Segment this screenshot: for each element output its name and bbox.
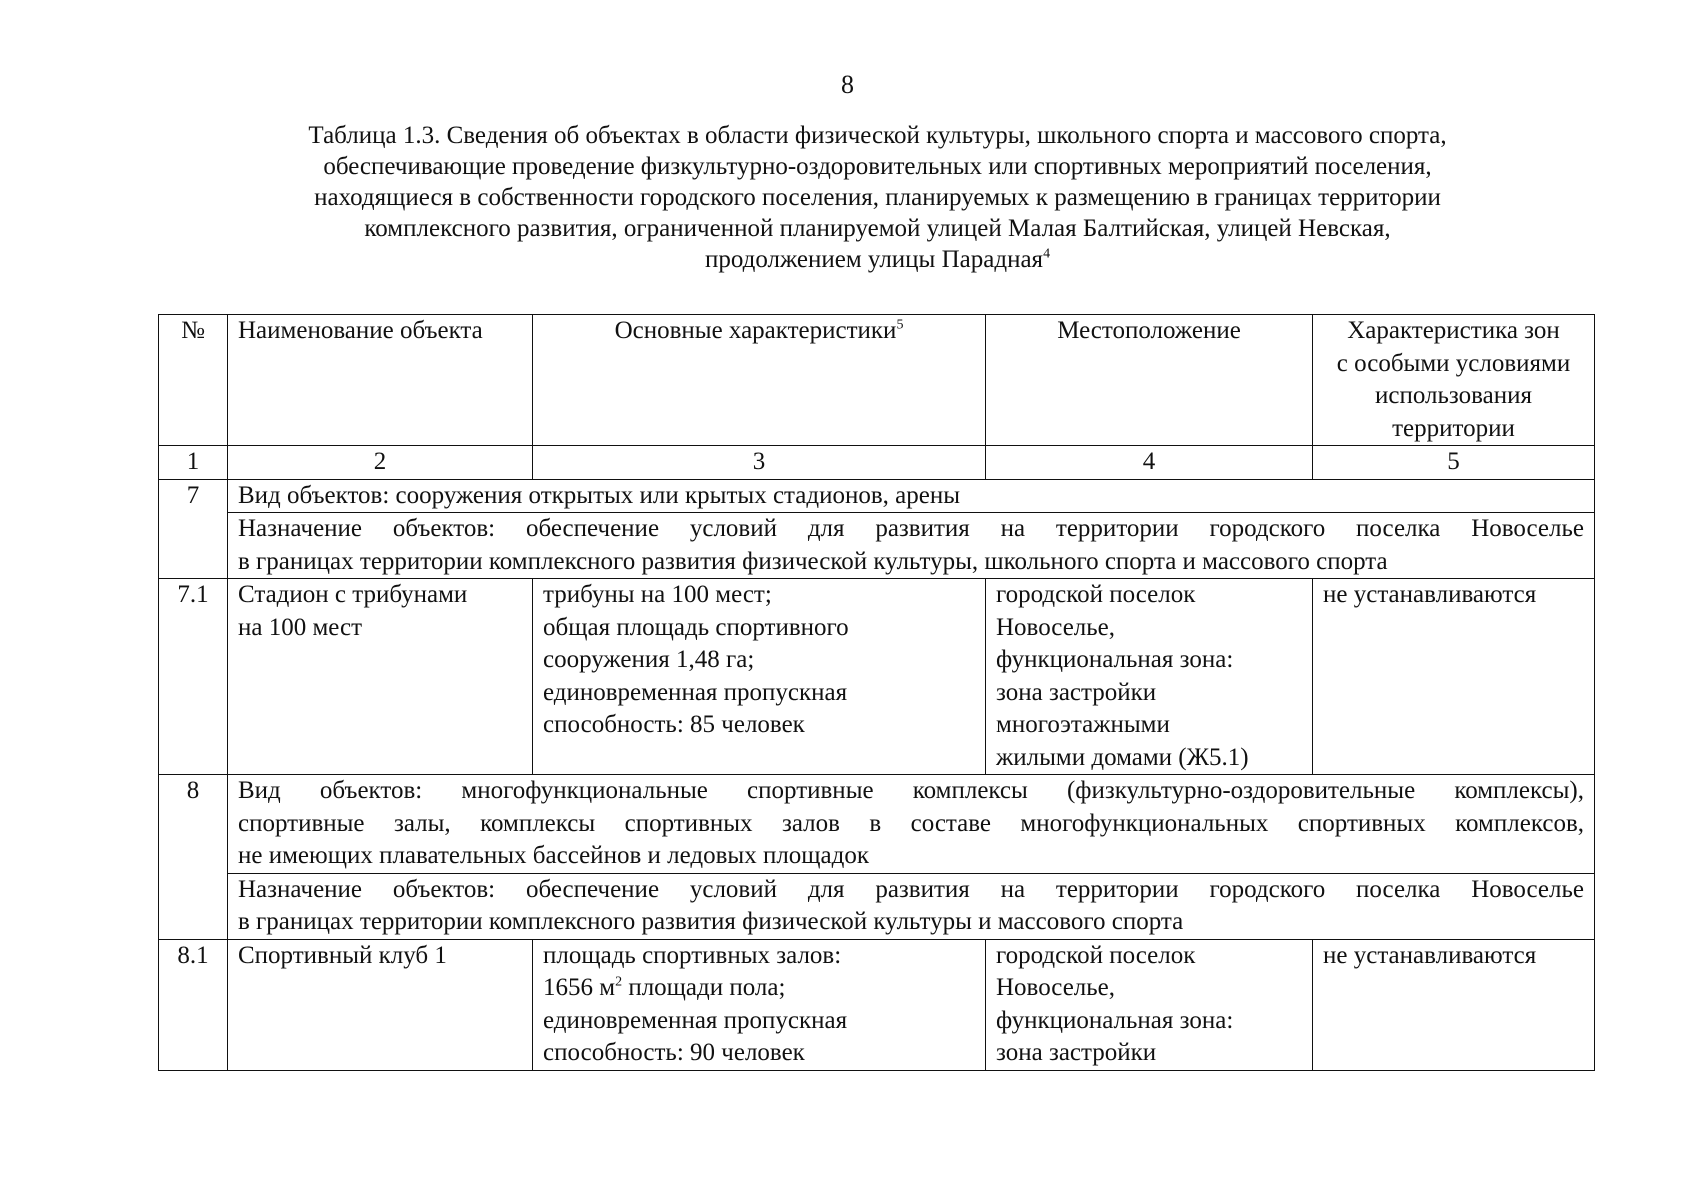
- section-7-num: 7: [159, 479, 228, 579]
- item-8-1-num: 8.1: [159, 939, 228, 1070]
- caption-line-3: находящиеся в собственности городского поселения, планируемых к размещению в границах территории: [314, 184, 1441, 211]
- table-row-8-1: [159, 939, 1595, 1070]
- item-8-1-loc-line-2: Новоселье,: [996, 974, 1116, 1001]
- column-number-5: 5: [1313, 446, 1595, 480]
- caption-line-4: комплексного развития, ограниченной планируемой улицей Малая Балтийская, улицей Невская,: [364, 215, 1391, 242]
- item-7-1-char-line-1: трибуны на 100 мест;: [543, 581, 772, 608]
- item-7-1-zones: не устанавливаются: [1313, 579, 1595, 775]
- section-8-purpose: [228, 873, 1595, 939]
- item-7-1-loc-line-1: городской поселок: [996, 581, 1196, 608]
- item-8-1-loc-line-4: зона застройки: [996, 1039, 1157, 1066]
- item-7-1-loc-line-6: жилыми домами (Ж5.1): [996, 743, 1249, 771]
- item-7-1-loc-line-2: Новоселье,: [996, 613, 1116, 641]
- column-number-3: 3: [533, 446, 986, 480]
- item-7-1-char-line-4: единовременная пропускная: [543, 678, 848, 706]
- column-number-4: 4: [986, 446, 1313, 480]
- item-7-1-loc-line-3: функциональная зона:: [996, 646, 1234, 673]
- item-7-1-characteristics: [533, 579, 986, 775]
- section-8-kind-line-3: не имеющих плавательных бассейнов и ледовых площадок: [238, 842, 870, 869]
- section-8-num: 8: [159, 775, 228, 940]
- item-8-1-zones: не устанавливаются: [1313, 939, 1595, 1070]
- item-8-1-loc-line-3: функциональная зона:: [996, 1006, 1234, 1034]
- section-8-purpose-row: [159, 873, 1595, 939]
- section-7-purpose-row: [159, 513, 1595, 579]
- page-number: 8: [841, 70, 854, 99]
- item-8-1-area-sup: 2: [615, 974, 623, 990]
- header-zones-line-1: Характеристика зон: [1347, 317, 1560, 344]
- header-characteristics: [533, 315, 986, 446]
- sports-objects-table: [158, 314, 1595, 1071]
- item-7-1-char-line-3: сооружения 1,48 га;: [543, 646, 755, 673]
- item-7-1-name-line-1: Стадион с трибунами: [238, 581, 468, 608]
- header-location: Местоположение: [986, 315, 1313, 446]
- caption-line-2: обеспечивающие проведение физкультурно-оздоровительных или спортивных мероприятий поселения,: [323, 153, 1432, 180]
- item-8-1-char-line-4: способность: 90 человек: [543, 1039, 805, 1066]
- item-7-1-loc-line-4: зона застройки: [996, 678, 1157, 706]
- section-8-kind: [228, 775, 1595, 874]
- header-zones-line-3: использования: [1375, 382, 1532, 409]
- footnote-mark-4: 4: [1043, 246, 1051, 262]
- section-8-kind-line-2: спортивные залы, комплексы спортивных залов в составе многофункциональных спортивных комплексов,: [238, 809, 1584, 837]
- header-name: Наименование объекта: [228, 315, 533, 446]
- caption-line-1: Таблица 1.3. Сведения об объектах в области физической культуры, школьного спорта и массового спорта,: [308, 122, 1447, 149]
- item-7-1-name-line-2: на 100 мест: [238, 613, 363, 641]
- column-number-row: [159, 446, 1595, 480]
- section-7-kind: Вид объектов: сооружения открытых или крытых стадионов, арены: [228, 479, 1595, 513]
- caption-line-5-text: продолжением улицы Парадная: [704, 246, 1044, 273]
- section-7-purpose-line-1: Назначение объектов: обеспечение условий для развития на территории городского поселка Новоселье: [238, 515, 1584, 542]
- caption-line-5: [150, 244, 1605, 275]
- section-7-purpose: [228, 513, 1595, 579]
- item-8-1-area-suffix: площади пола;: [622, 974, 786, 1001]
- header-num: №: [159, 315, 228, 446]
- item-8-1-area-value: 1656 м: [543, 974, 616, 1001]
- header-zones: [1313, 315, 1595, 446]
- item-8-1-characteristics: [533, 939, 986, 1070]
- item-8-1-char-line-3: единовременная пропускная: [543, 1006, 848, 1034]
- table-caption: [150, 120, 1605, 275]
- item-7-1-num: 7.1: [159, 579, 228, 775]
- section-8-purpose-line-1: Назначение объектов: обеспечение условий для развития на территории городского поселка Новоселье: [238, 875, 1584, 903]
- item-7-1-loc-line-5: многоэтажными: [996, 711, 1170, 738]
- footnote-mark-5: 5: [896, 317, 904, 333]
- column-number-2: 2: [228, 446, 533, 480]
- header-characteristics-text: Основные характеристики: [614, 317, 897, 344]
- item-7-1-char-line-2: общая площадь спортивного: [543, 613, 849, 641]
- header-row: [159, 315, 1595, 446]
- item-7-1-location: [986, 579, 1313, 775]
- item-8-1-char-line-2: [543, 972, 975, 1005]
- item-8-1-name: Спортивный клуб 1: [228, 939, 533, 1070]
- section-7-purpose-line-2: в границах территории комплексного развития физической культуры, школьного спорта и массового спорта: [238, 547, 1388, 575]
- table-row-7-1: [159, 579, 1595, 775]
- header-zones-line-2: с особыми условиями: [1336, 349, 1571, 377]
- header-zones-line-4: территории: [1392, 414, 1515, 442]
- section-8-kind-line-1: Вид объектов: многофункциональные спортивные комплексы (физкультурно-оздоровительные комплексы),: [238, 777, 1584, 804]
- column-number-1: 1: [159, 446, 228, 480]
- section-8-purpose-line-2: в границах территории комплексного развития физической культуры и массового спорта: [238, 908, 1184, 935]
- item-8-1-loc-line-1: городской поселок: [996, 941, 1196, 969]
- item-7-1-name: [228, 579, 533, 775]
- section-8-kind-row: [159, 775, 1595, 874]
- section-7-kind-row: [159, 479, 1595, 513]
- item-8-1-location: [986, 939, 1313, 1070]
- item-8-1-char-line-1: площадь спортивных залов:: [543, 941, 842, 969]
- item-7-1-char-line-5: способность: 85 человек: [543, 711, 805, 738]
